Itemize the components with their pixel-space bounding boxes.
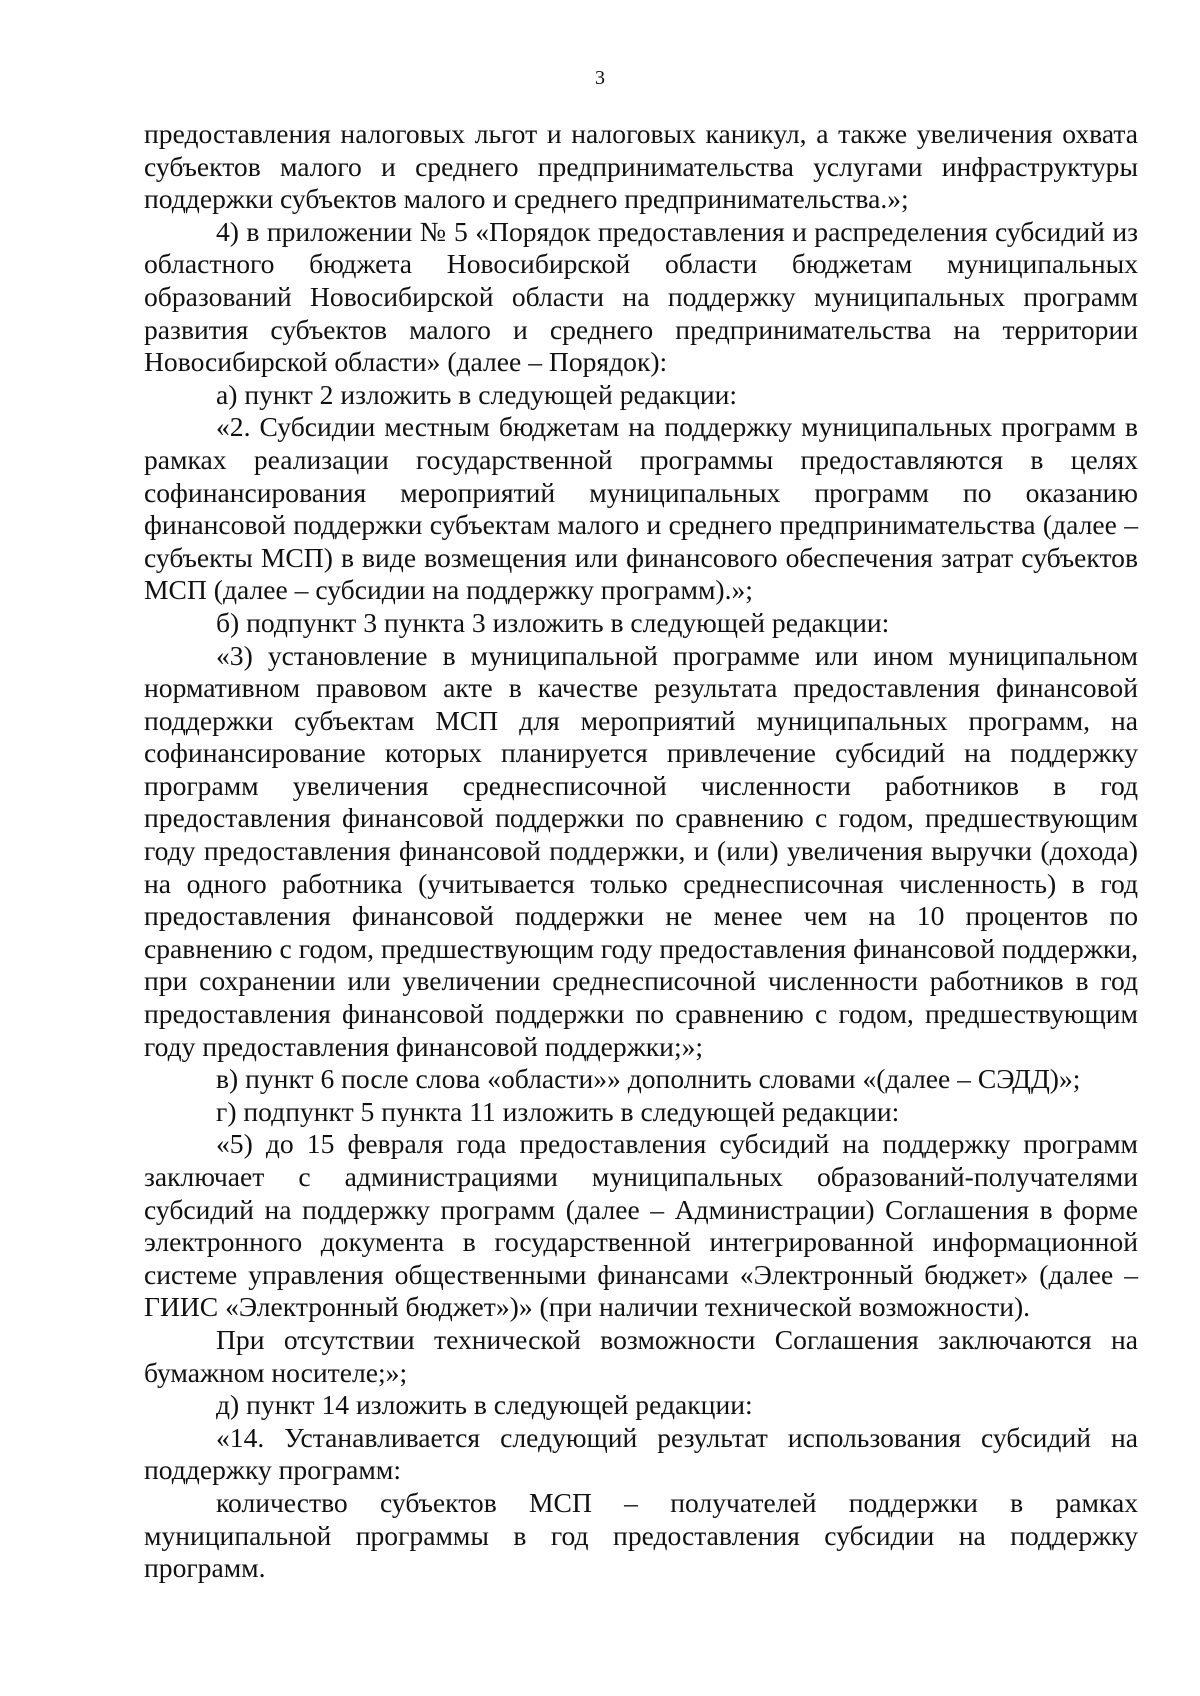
paragraph-clause-2: «2. Субсидии местным бюджетам на поддержку муниципальных программ в рамках реализации государственной программы предоставляются в целях софинансирования мероприятий муниципальных программ по оказанию финансовой поддержки субъектам малого и среднего предпринимательства (далее – субъекты МСП) в виде возмещения или финансового обеспечения затрат субъектов МСП (далее – субсидии на поддержку программ).»; [144,411,1138,606]
paragraph-clause-14: «14. Устанавливается следующий результат использования субсидий на поддержку программ: [144,1421,1138,1486]
paragraph-subclause-3: «3) установление в муниципальной программе или ином муниципальном нормативном правовом акте в качестве результата предоставления финансовой поддержки субъектам МСП для мероприятий муниципальных программ, на софинансирование которых планируется привлечение субсидий на поддержку программ увеличения среднесписочной численности работников в год предоставления финансовой поддержки по сравнению с годом, предшествующим году предоставления финансовой поддержки, и (или) увеличения выручки (дохода) на одного работника (учитывается только среднесписочная численность) в год предоставления финансовой поддержки не менее чем на 10 процентов по сравнению с годом, предшествующим году предоставления финансовой поддержки, при сохранении или увеличении среднесписочной численности работников в год предоставления финансовой поддержки по сравнению с годом, предшествующим году предоставления финансовой поддержки;»; [144,639,1138,1062]
paragraph-result-definition: количество субъектов МСП – получателей поддержки в рамках муниципальной программы в год предоставления субсидии на поддержку программ. [144,1486,1138,1584]
paragraph-subitem-a: а) пункт 2 изложить в следующей редакции: [216,378,738,410]
paragraph-continuation: предоставления налоговых льгот и налоговых каникул, а также увеличения охвата субъектов малого и среднего предпринимательства услугами инфраструктуры поддержки субъектов малого и среднего предпринимательства.»; [144,118,1138,215]
document-body [144,118,1138,1585]
page-number: 3 [595,67,605,89]
paragraph-subitem-v: в) пункт 6 после слова «области»» дополнить словами «(далее – СЭДД)»; [216,1063,1081,1095]
paragraph-no-technical-possibility: При отсутствии технической возможности Соглашения заключаются на бумажном носителе;»; [144,1323,1138,1388]
paragraph-subitem-g: г) подпункт 5 пункта 11 изложить в следующей редакции: [216,1095,900,1127]
paragraph-subitem-b: б) подпункт 3 пункта 3 изложить в следующей редакции: [216,606,890,638]
paragraph-subitem-d: д) пункт 14 изложить в следующей редакции: [216,1389,753,1421]
paragraph-subclause-5: «5) до 15 февраля года предоставления субсидий на поддержку программ заключает с администрациями муниципальных образований-получателями субсидий на поддержку программ (далее – Администрации) Соглашения в форме электронного документа в государственной интегрированной информационной системе управления общественными финансами «Электронный бюджет» (далее – ГИИС «Электронный бюджет»)» (при наличии технической возможности). [144,1128,1138,1323]
paragraph-item-4: 4) в приложении № 5 «Порядок предоставления и распределения субсидий из областного бюджета Новосибирской области бюджетам муниципальных образований Новосибирской области на поддержку муниципальных программ развития субъектов малого и среднего предпринимательства на территории Новосибирской области» (далее – Порядок): [144,215,1138,378]
